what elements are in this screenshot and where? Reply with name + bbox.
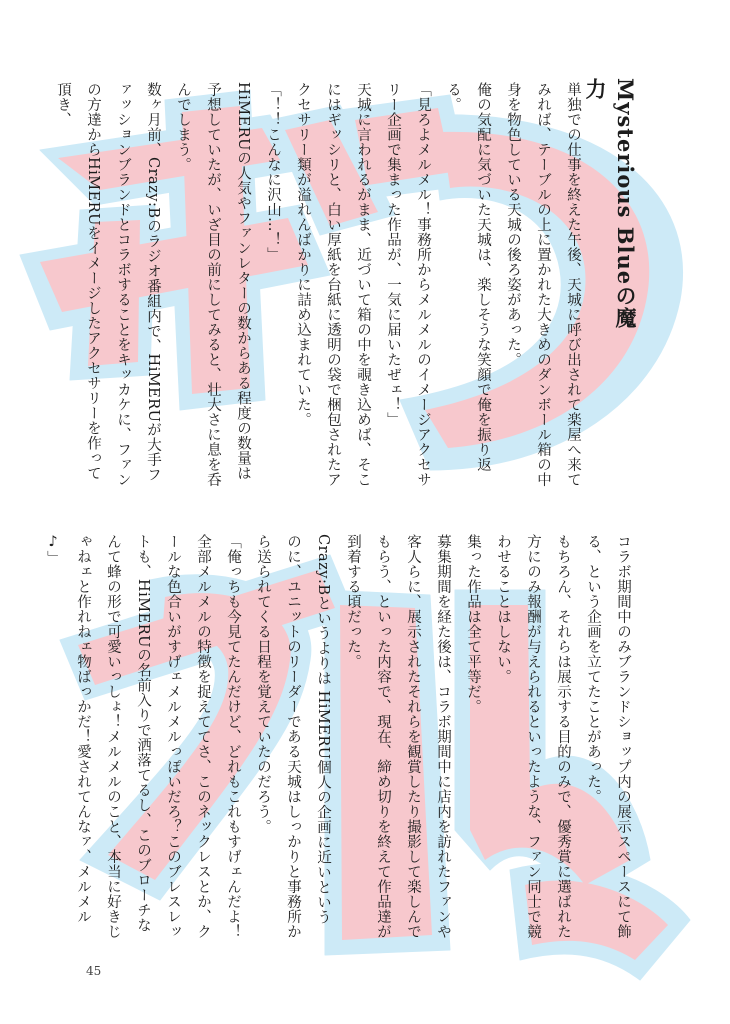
paragraph: 天城に言われるがまま、近づいて箱の中を覗き込めば、そこにはギッシリと、白い厚紙を台紙に透明の袋で梱包されたアクセサリー類が溢れんばかりに詰め込まれていた。: [295, 82, 371, 487]
paragraph: 数ヶ月前、Crazy:Bのラジオ番組内で、HiMERUが大手ファッションブランドとコラボすることをキッカケに、ファンの方達からHiMERUをイメージしたアクセサリーを作って頂き、: [55, 82, 161, 487]
paragraph: 集った作品は全て平等だ。: [465, 534, 481, 714]
chapter-title: Mysterious Blueの魔力: [583, 78, 638, 330]
paragraph: 単独での仕事を終えた午後、天城に呼び出されて楽屋へ来てみれば、テーブルの上に置かれた大きめのダンボール箱の中身を物色している天城の後ろ姿があった。: [505, 82, 581, 487]
paragraph: HiMERUの人気やファンレターの数からある程度の数量は予想していたが、いざ目の前にしてみると、壮大さに息を呑んでしまう。: [175, 82, 251, 487]
paragraph: 「！！こんなに沢山…！」: [265, 82, 281, 262]
paragraph: 俺の気配に気づいた天城は、楽しそうな笑顔で俺を振り返る。: [445, 82, 491, 472]
paragraph: 募集期間を経た後は、コラボ期間中に店内を訪れたファンや客人らに、展示されたそれらを観賞したり撮影して楽しんでもらう、といった内容で、現在、締め切りを終えて作品達が到着する頃だった。: [345, 534, 451, 939]
upper-text-block: [55, 82, 588, 490]
paragraph: 「俺っちも今見てたんだけど、どれもこれもすげェんだよ！全部メルメルの特徴を捉えててさ、このネックレスとか、クールな色合いがすげェメルメルっぽいだろ？このブレスレットも、HiMERUの名前入りで洒落てるし、このブローチなんて蜂の形で可愛いっしょ！メルメルのこと、本当に好きじゃねェと作れねェ物ばっかだ！愛されてんなァ、メルメル♪」: [45, 534, 241, 939]
page-number: 45: [86, 964, 102, 978]
lower-text-block: [45, 534, 638, 939]
paragraph: 「見ろよメルメル！事務所からメルメルのイメージアクセサリー企画で集まった作品が、一気に届いたぜェ！」: [385, 82, 431, 487]
paragraph: Crazy:Bというよりは HiMERU個人の企画に近いというのに、ユニットのリーダーである天城はしっかりと事務所から送られてくる日程を覚えていたのだろう。: [255, 534, 331, 939]
paragraph: もちろん、それらは展示する目的のみで、優秀賞に選ばれた方にのみ報酬が与えられるといったような、ファン同士で競わせることはしない。: [495, 534, 571, 939]
paragraph: コラボ期間中のみブランドショップ内の展示スペースにて飾る、という企画を立てたことがあった。: [585, 534, 631, 939]
